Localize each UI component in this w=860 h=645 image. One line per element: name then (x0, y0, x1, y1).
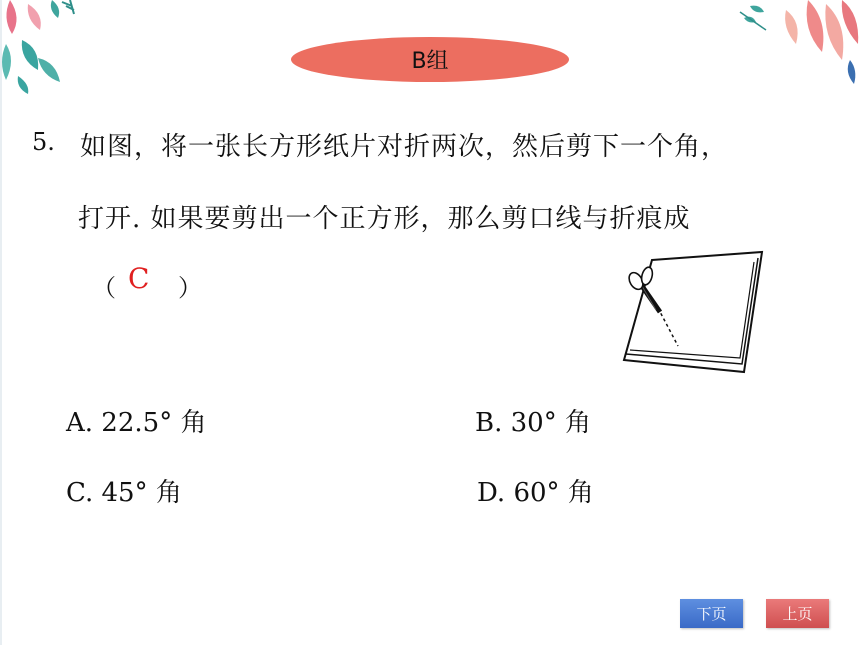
previous-page-label: 上页 (782, 605, 813, 623)
group-label-pill (291, 37, 569, 82)
next-page-button[interactable] (680, 599, 743, 628)
option-a: A. 22.5° 角 (66, 408, 207, 438)
page-left-border (0, 0, 2, 645)
leaf-decoration-top-left (0, 0, 120, 95)
question-text-line-2: 打开. 如果要剪出一个正方形，那么剪口线与折痕成 (78, 204, 691, 234)
question-text-line-1: 如图，将一张长方形纸片对折两次，然后剪下一个角， (80, 132, 729, 162)
answer-paren-right: ） (178, 274, 202, 302)
option-c: C. 45° 角 (66, 478, 182, 508)
option-b: B. 30° 角 (475, 408, 591, 438)
next-page-label: 下页 (696, 605, 727, 623)
answer-letter: C (128, 262, 150, 295)
option-d: D. 60° 角 (477, 478, 594, 508)
group-label: B组 (411, 49, 449, 74)
answer-paren-left: （ (92, 274, 116, 302)
question-number: 5. (32, 128, 55, 156)
folded-paper-scissors-figure (620, 248, 770, 376)
leaf-decoration-top-right (730, 0, 860, 85)
previous-page-button[interactable] (766, 599, 829, 628)
